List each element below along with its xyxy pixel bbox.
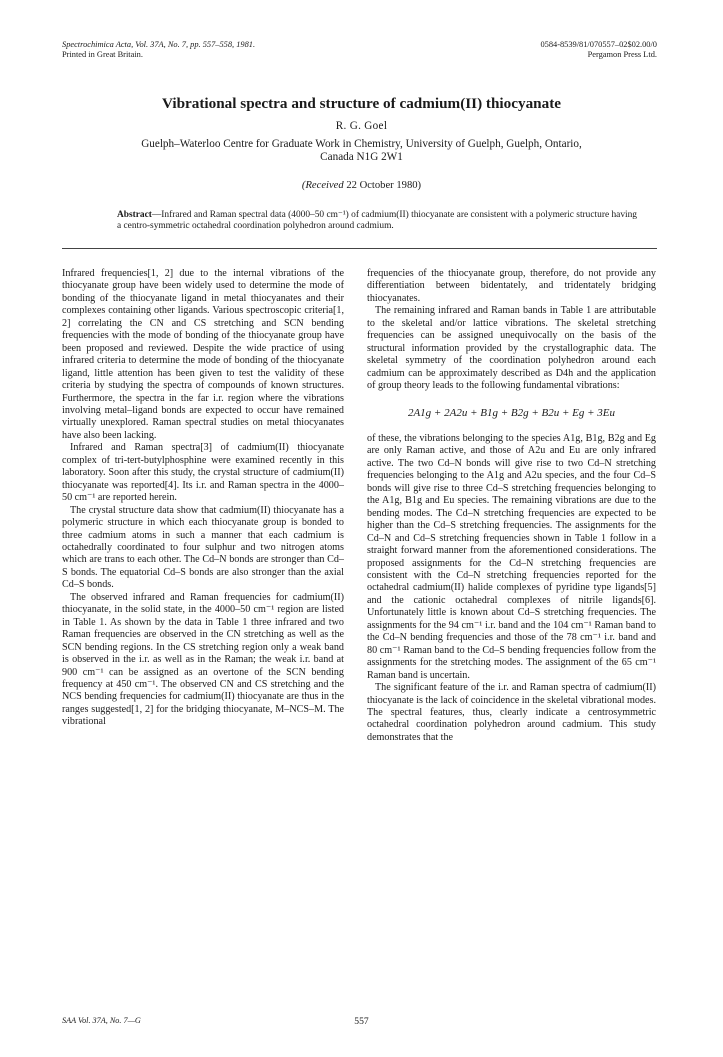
- received-day-month: 22 October: [346, 180, 394, 191]
- abstract-divider: [62, 248, 657, 249]
- symmetry-equation: 2A1g + 2A2u + B1g + B2g + B2u + Eg + 3Eu: [407, 406, 616, 419]
- paragraph: of these, the vibrations belonging to the species A1g, B1g, B2g and Eg are only Raman active, and those of A2u and Eu are only infrared active. The two Cd–N bonds will give rise to two Cd–N stretching frequencies belonging to the A1g and A2u species, and the four Cd–S bonds will give rise to three Cd–S stretching frequencies belonging to the A1g, B1g and Eu species. The remaining vibrations are due to the bending modes. The Cd–N stretching frequencies are expected to be higher than the Cd–S stretching frequencies. The assignments for the Cd–N and Cd–S stretching frequencies shown in Table 1 follow in a straight forward manner from the aforementioned considerations. The proposed assignments for the Cd–N stretching frequencies are consistent with the Cd–N stretching frequencies reported for the octahedral cadmium(II) halide complexes of pyridine type ligands[5] and the cationic octahedral complexes of nitrile ligands[6]. Unfortunately little is known about Cd–S stretching frequencies. The assignments for the 94 cm⁻¹ i.r. band and the 104 cm⁻¹ Raman band to the Cd–N bending frequencies and those of the 78 cm⁻¹ i.r. band and 80 cm⁻¹ Raman band to the Cd–S bending frequencies follow from the assignments for the stretching modes. The assignment of the 65 cm⁻¹ Raman band is uncertain.: [367, 432, 656, 681]
- printed-note: Printed in Great Britain.: [62, 50, 143, 59]
- received-label: (Received: [301, 180, 344, 191]
- article-code: 0584-8539/81/070557–02$02.00/0: [540, 40, 657, 49]
- journal-header-right: [540, 40, 657, 60]
- article-author: R. G. Goel: [335, 120, 388, 132]
- paragraph: frequencies of the thiocyanate group, therefore, do not provide any differentiation between bidentately, and tridentately bridging thiocyanates.: [367, 268, 656, 304]
- body-column-left: [62, 268, 344, 729]
- paragraph: Infrared and Raman spectra[3] of cadmium(II) thiocyanate complex of tri-tert-butylphosphine were examined recently in this laboratory. Soon after this study, the crystal structure of cadmium(II) thiocyanate was reported[4]. Its i.r. and Raman spectra in the 4000–50 cm⁻¹ are reported herein.: [62, 442, 344, 504]
- paragraph: Infrared frequencies[1, 2] due to the internal vibrations of the thiocyanate group have been widely used to determine the mode of bonding of the thiocyanate ligand in metal thiocyanates and their complexes containing other ligands. Various spectroscopic criteria[1, 2] correlating the CN and CS stretching and SCN bending frequencies with the mode of bonding of the thiocyanate group have been proposed and reviewed. Despite the wide practice of using infrared criteria to determine the mode of bonding of the thiocyanate ligand, little attention has been given to test the validity of these criteria by studying the spectra of compounds of known structures. Furthermore, the spectra in the far i.r. region where the vibrations involving metal–ligand bonds are expected to occur have remained virtually unexplored. Raman spectral studies on metal thiocyanates have also been lacking.: [62, 268, 344, 441]
- paragraph: The significant feature of the i.r. and Raman spectra of cadmium(II) thiocyanate is the lack of coincidence in the skeletal vibrational modes. The spectral features, thus, clearly indicate a centrosymmetric octahedral coordination polyhedron around cadmium. This study demonstrates that the: [367, 682, 656, 743]
- paragraph: The crystal structure data show that cadmium(II) thiocyanate has a polymeric structure in which each thiocyanate group is bonded to three cadmium atoms in such a manner that each cadmium is octahedrally coordinated to four sulphur and two nitrogen atoms which are trans to each other. The Cd–N bonds are stronger than Cd–S bonds. The equatorial Cd–S bonds are also stronger than the axial Cd–S bonds.: [62, 504, 344, 591]
- affiliation-line-2: Canada N1G 2W1: [320, 151, 403, 163]
- body-column-right: [367, 268, 656, 744]
- abstract: [117, 210, 637, 232]
- page-number: 557: [354, 1016, 369, 1027]
- journal-header-left: [62, 40, 255, 60]
- received-year: 1980): [396, 180, 422, 191]
- paragraph: The remaining infrared and Raman bands in Table 1 are attributable to the skeletal and/or lattice vibrations. The skeletal stretching frequencies can be assigned unequivocally on the basis of the structural information provided by the crystallographic data. The skeletal symmetry of the coordination polyhedron around each cadmium can be approximately described as D4h and the application of group theory leads to the following fundamental vibrations:: [367, 305, 656, 392]
- abstract-text: —Infrared and Raman spectral data (4000–50 cm⁻¹) of cadmium(II) thiocyanate are consistent with a polymeric structure having a centro-symmetric octahedral coordination polyhedron around cadmium.: [117, 210, 637, 231]
- paragraph: The observed infrared and Raman frequencies for cadmium(II) thiocyanate, in the solid state, in the 4000–50 cm⁻¹ region are listed in Table 1. As shown by the data in Table 1 three infrared and two Raman frequencies are observed in the CN stretching as well as the SCN bending regions. In the CS stretching region only a weak band is observed in the i.r. as well as in the Raman; the weak i.r. band at 900 cm⁻¹ can be assigned as an overtone of the SCN bending frequency at 450 cm⁻¹. The observed CN and CS stretching and the NCS bending frequencies for cadmium(II) thiocyanate are thus in the ranges suggested[1, 2] for the bridging thiocyanate, M–NCS–M. The vibrational: [62, 591, 344, 728]
- received-date: [0, 180, 723, 191]
- footer-volume: SAA Vol. 37A, No. 7—G: [62, 1016, 141, 1025]
- abstract-lead: Abstract: [117, 210, 152, 220]
- publisher: Pergamon Press Ltd.: [587, 50, 657, 59]
- affiliation-line-1: Guelph–Waterloo Centre for Graduate Work in Chemistry, University of Guelph, Guelph, Ontario,: [141, 138, 582, 150]
- author-affiliation: [70, 138, 653, 164]
- article-title: Vibrational spectra and structure of cadmium(II) thiocyanate: [161, 95, 562, 112]
- journal-citation: Spectrochimica Acta, Vol. 37A, No. 7, pp. 557–558, 1981.: [62, 40, 256, 49]
